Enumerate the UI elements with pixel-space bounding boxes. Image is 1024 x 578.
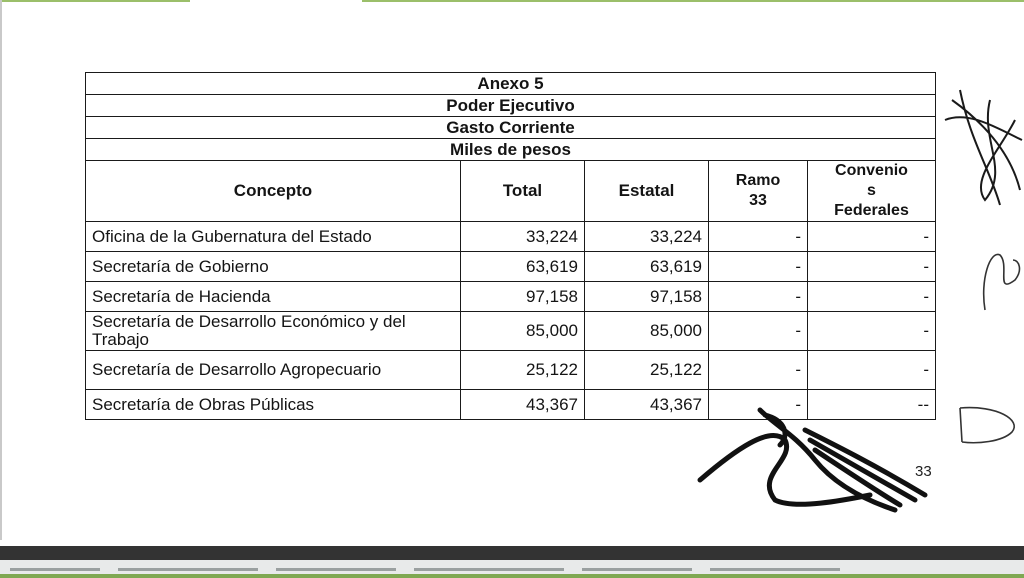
page-left-edge (0, 0, 2, 540)
strip-mark (118, 568, 258, 571)
col-header-estatal: Estatal (585, 161, 709, 222)
cell-estatal: 85,000 (585, 312, 709, 351)
cell-concepto: Secretaría de Desarrollo Económico y del Trabajo (86, 312, 461, 351)
top-edge-line-left (0, 0, 190, 2)
table-row (86, 222, 936, 252)
cell-total: 43,367 (461, 390, 585, 420)
bottom-green-line (0, 574, 1024, 578)
cell-total: 97,158 (461, 282, 585, 312)
cell-convenios: - (808, 222, 936, 252)
table-row (86, 312, 936, 351)
cell-concepto: Oficina de la Gubernatura del Estado (86, 222, 461, 252)
cell-concepto: Secretaría de Desarrollo Agropecuario (86, 351, 461, 390)
col-header-concepto: Concepto (86, 161, 461, 222)
table-row (86, 351, 936, 390)
cell-ramo33: - (709, 222, 808, 252)
cell-estatal: 97,158 (585, 282, 709, 312)
cell-total: 25,122 (461, 351, 585, 390)
col-header-ramo33-line1: Ramo (735, 172, 781, 189)
anexo-table (85, 72, 936, 420)
cell-total: 85,000 (461, 312, 585, 351)
strip-mark (414, 568, 564, 571)
cell-convenios: - (808, 282, 936, 312)
cell-ramo33: - (709, 312, 808, 351)
cell-convenios: - (808, 252, 936, 282)
bottom-dark-bar (0, 546, 1024, 560)
strip-mark (10, 568, 100, 571)
col-header-total: Total (461, 161, 585, 222)
cell-ramo33: - (709, 252, 808, 282)
col-header-ramo33 (709, 161, 808, 222)
table-subtitle-type: Gasto Corriente (86, 117, 936, 139)
col-header-convenios (808, 161, 936, 222)
cell-total: 33,224 (461, 222, 585, 252)
cell-concepto: Secretaría de Gobierno (86, 252, 461, 282)
cell-estatal: 33,224 (585, 222, 709, 252)
cell-ramo33: - (709, 390, 808, 420)
table-units: Miles de pesos (86, 139, 936, 161)
table-title: Anexo 5 (86, 73, 936, 95)
strip-mark (276, 568, 396, 571)
cell-concepto: Secretaría de Hacienda (86, 282, 461, 312)
cell-estatal: 43,367 (585, 390, 709, 420)
cell-estatal: 25,122 (585, 351, 709, 390)
col-header-convenios-line2: s (867, 182, 876, 199)
top-edge-line-right (362, 0, 1024, 2)
col-header-ramo33-line2: 33 (749, 192, 767, 209)
table-row (86, 252, 936, 282)
cell-ramo33: - (709, 351, 808, 390)
cell-ramo33: - (709, 282, 808, 312)
signature-scribble (695, 405, 930, 515)
cell-estatal: 63,619 (585, 252, 709, 282)
margin-initials-scribble (940, 80, 1024, 210)
col-header-convenios-line3: Federales (834, 202, 909, 219)
page-number: 33 (915, 463, 932, 480)
strip-mark (582, 568, 692, 571)
column-header-row (86, 161, 936, 222)
cell-convenios: - (808, 351, 936, 390)
table-subtitle-entity: Poder Ejecutivo (86, 95, 936, 117)
cell-concepto: Secretaría de Obras Públicas (86, 390, 461, 420)
cell-convenios: -- (808, 390, 936, 420)
margin-initials-mark (975, 240, 1024, 320)
col-header-convenios-line1: Convenio (835, 162, 908, 179)
cell-convenios: - (808, 312, 936, 351)
table-row (86, 282, 936, 312)
margin-initials-d (952, 400, 1024, 450)
cell-total: 63,619 (461, 252, 585, 282)
strip-mark (710, 568, 840, 571)
